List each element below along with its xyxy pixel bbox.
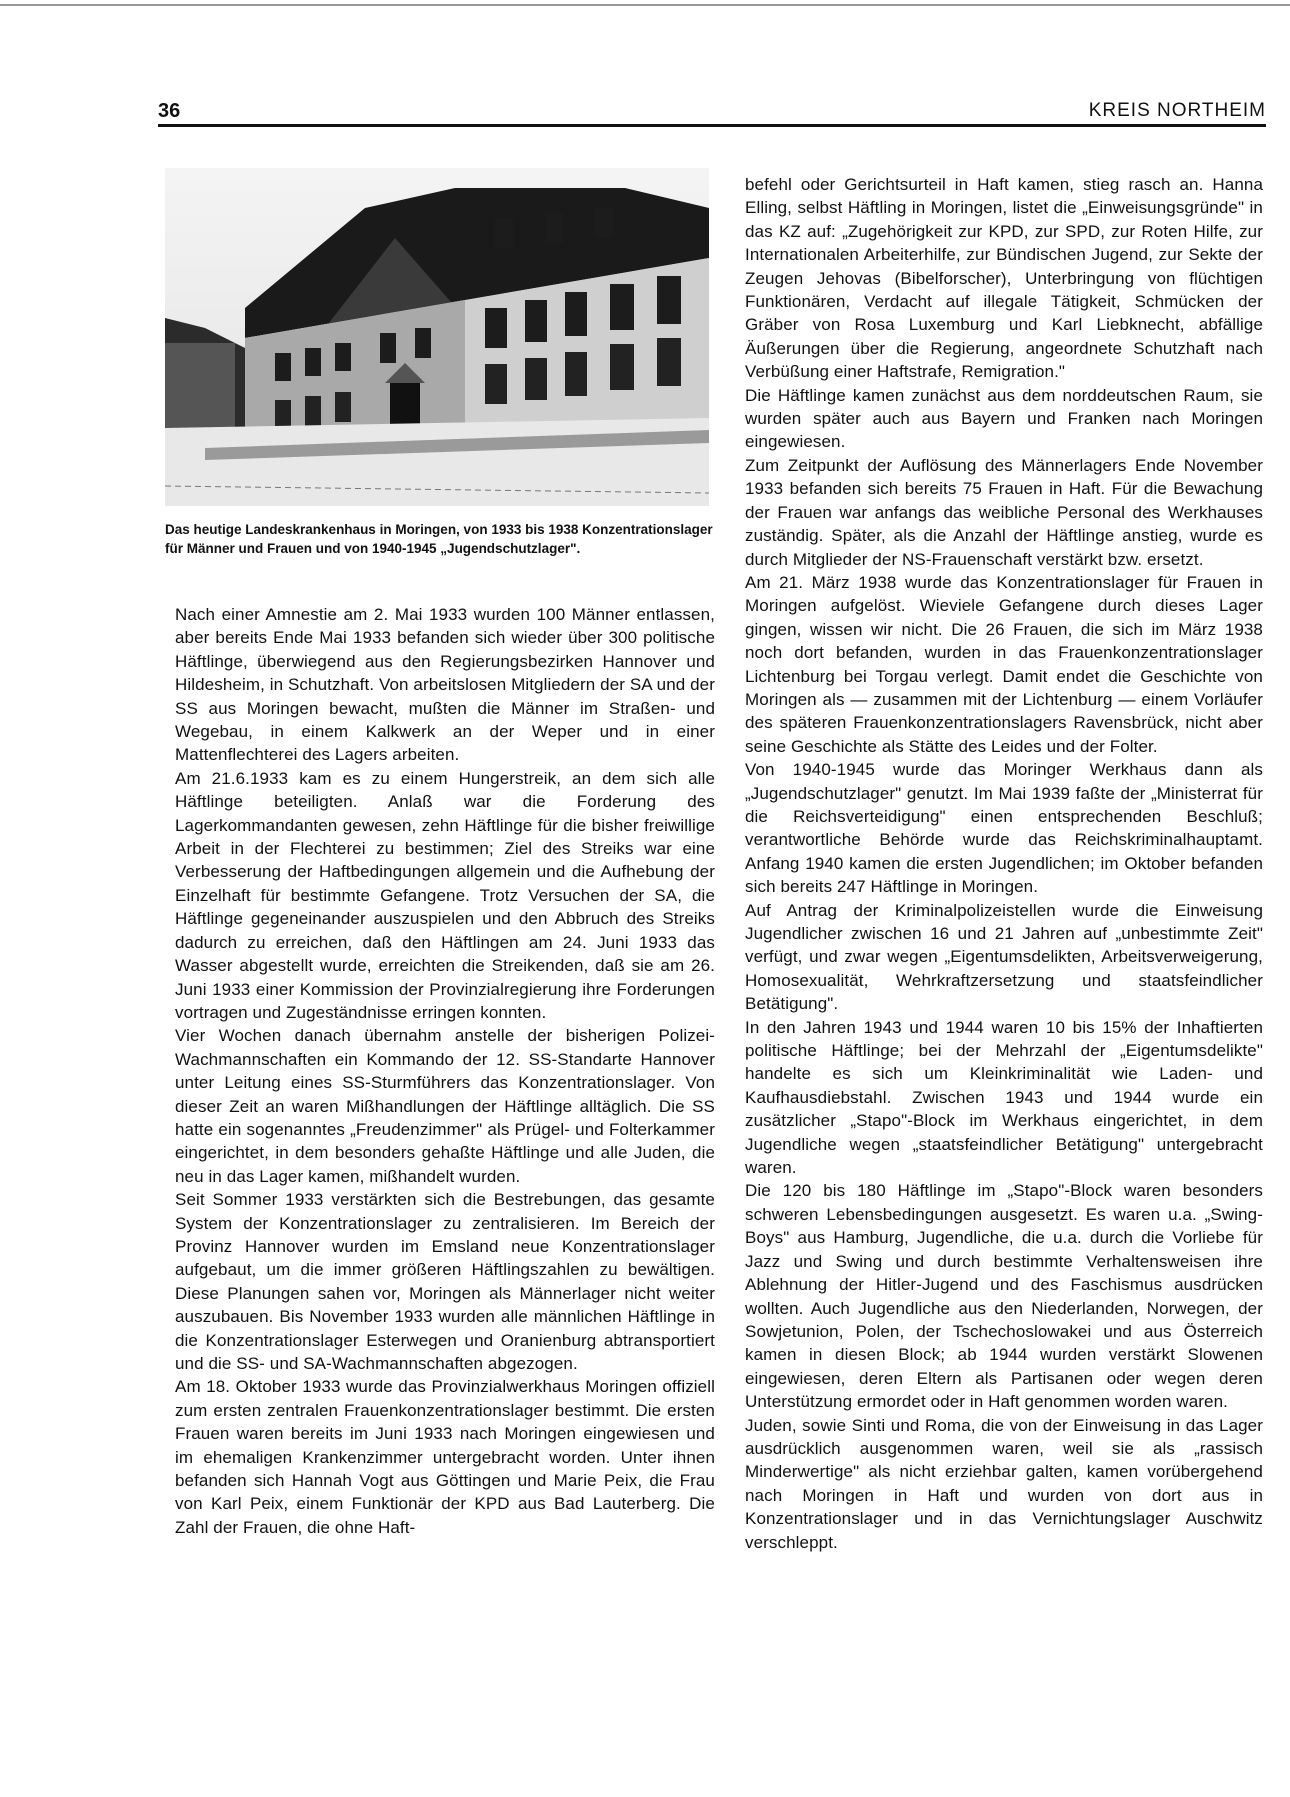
- text-column-right: [745, 173, 1263, 1554]
- paragraph: Auf Antrag der Kriminalpolizeistellen wurde die Einweisung Jugendlicher zwischen 16 und 21 Jahren auf „unbestimmte Zeit" verfügt, und zwar wegen „Eigentumsdelikten, Arbeitsverweigerung, Homosexualität, Wehrkraftzersetzung und staatsfeindlicher Betätigung".: [745, 900, 1263, 1014]
- paragraph: Von 1940-1945 wurde das Moringer Werkhaus dann als „Jugendschutzlager" genutzt. Im Mai 1939 faßte der „Ministerrat für die Reichsverteidigung" einen entsprechenden Beschluß; verantwortliche Behörde wurde das Reichskriminalhauptamt. Anfang 1940 kamen die ersten Jugendlichen; im Oktober befanden sich bereits 247 Häftlinge in Moringen.: [745, 760, 1263, 897]
- building-photo: [165, 168, 709, 506]
- paragraph: Am 18. Oktober 1933 wurde das Provinzialwerkhaus Moringen offiziell zum ersten zentralen Frauenkonzentrationslager bestimmt. Die ersten Frauen waren bereits im Juni 1933 nach Moringen eingewiesen und im ehemaligen Krankenzimmer untergebracht worden. Unter ihnen befanden sich Hannah Vogt aus Göttingen und Marie Peix, die Frau von Karl Peix, einem Funktionär der KPD aus Bad Lauterberg. Die Zahl der Frauen, die ohne Haft-: [175, 1377, 715, 1537]
- paragraph: Zum Zeitpunkt der Auflösung des Männerlagers Ende November 1933 befanden sich bereits 75 Frauen in Haft. Für die Bewachung der Frauen war anfangs das weibliche Personal des Werkhauses zuständig. Später, als die Anzahl der Häftlinge anstieg, wurde es durch Mitglieder der NS-Frauenschaft verstärkt bzw. ersetzt.: [745, 455, 1263, 569]
- figure-caption: [165, 520, 725, 558]
- paragraph: In den Jahren 1943 und 1944 waren 10 bis 15% der Inhaftierten politische Häftlinge; bei der Mehrzahl der „Eigentumsdelikte" handelte es sich um Kleinkriminalität wie Laden- und Kaufhausdiebstahl. Zwischen 1943 und 1944 wurde ein zusätzlicher „Stapo"-Block im Werkhaus eingerichtet, in dem Jugendliche wegen „staatsfeindlicher Betätigung" untergebracht waren.: [745, 1017, 1263, 1178]
- paragraph: Seit Sommer 1933 verstärkten sich die Bestrebungen, das gesamte System der Konzentrationslager zu zentralisieren. Im Bereich der Provinz Hannover wurden im Emsland neue Konzentrationslager aufgebaut, um die immer größeren Häftlingszahlen zu bewältigen. Diese Planungen sahen vor, Moringen als Männerlager nicht weiter auszubauen. Bis November 1933 wurden alle männlichen Häftlinge in die Konzentrationslager Esterwegen und Oranienburg abtransportiert und die SS- und SA-Wachmannschaften abgezogen.: [175, 1190, 715, 1373]
- paragraph: Juden, sowie Sinti und Roma, die von der Einweisung in das Lager ausdrücklich ausgenommen waren, weil sie als „rassisch Minderwertige" als nicht erziehbar galten, kamen vorübergehend nach Moringen in Haft und wurden von dort aus in Konzentrationslager und in das Vernichtungslager Auschwitz verschleppt.: [745, 1415, 1263, 1552]
- paragraph: Am 21. März 1938 wurde das Konzentrationslager für Frauen in Moringen aufgelöst. Wieviele Gefangene durch dieses Lager gingen, wissen wir nicht. Die 26 Frauen, die sich im März 1938 noch dort befanden, wurden in das Frauenkonzentrationslager Lichtenburg bei Torgau verlegt. Damit endet die Geschichte von Moringen als — zusammen mit der Lichtenburg — einem Vorläufer des späteren Frauenkonzentrationslagers Ravensbrück, nicht aber seine Geschichte als Stätte des Leides und der Folter.: [745, 572, 1263, 756]
- text-column-left: [175, 603, 715, 1539]
- paragraph: Die 120 bis 180 Häftlinge im „Stapo"-Block waren besonders schweren Lebensbedingungen ausgesetzt. Es waren u.a. „Swing-Boys" aus Hamburg, Jugendliche, die u.a. durch die Vorliebe für Jazz und Swing und durch bestimmte Verhaltensweisen ihre Ablehnung der Hitler-Jugend und des Faschismus ausdrücken wollten. Auch Jugendliche aus den Niederlanden, Norwegen, der Sowjetunion, Polen, der Tschechoslowakei und aus Österreich kamen in diesen Block; ab 1944 wurden verstärkt Slowenen eingewiesen, deren Eltern als Partisanen oder wegen deren Unterstützung ermordet oder in Haft genommen worden waren.: [745, 1181, 1263, 1412]
- paragraph: befehl oder Gerichtsurteil in Haft kamen, stieg rasch an. Hanna Elling, selbst Häftling in Moringen, listet die „Einweisungsgründe" in das KZ auf: „Zugehörigkeit zur KPD, zur SPD, zur Roten Hilfe, zur Internationalen Arbeiterhilfe, zur Bündischen Jugend, zur Sekte der Zeugen Jehovas (Bibelforscher), Unterbringung von flüchtigen Funktionären, Verdacht auf illegale Tätigkeit, Schmücken der Gräber von Rosa Luxemburg und Karl Liebknecht, abfällige Äußerungen über die Regierung, angeordnete Schutzhaft nach Verbüßung einer Haftstrafe, Remigration.": [745, 175, 1263, 382]
- caption-text: Das heutige Landeskrankenhaus in Moringen, von 1933 bis 1938 Konzentrationslager für Männer und Frauen und von 1940-1945 „Jugendschutzlager".: [165, 522, 713, 556]
- paragraph: Am 21.6.1933 kam es zu einem Hungerstreik, an dem sich alle Häftlinge beteiligten. Anlaß war die Forderung des Lagerkommandanten gewesen, zehn Häftlinge für die bisher freiwillige Arbeit in der Flechterei zu bestimmen; Ziel des Streiks war eine Verbesserung der Haftbedingungen allgemein und die Aufhebung der Einzelhaft für bestimmte Gefangene. Trotz Versuchen der SA, die Häftlinge gegeneinander auszuspielen und den Abbruch des Streiks dadurch zu erreichen, daß den Häftlingen am 24. Juni 1933 das Wasser abgestellt wurde, erreichten die Streikenden, daß sie am 26. Juni 1933 einer Kommission der Provinzialregierung ihre Forderungen vortragen und Zugeständnisse erringen konnten.: [175, 768, 715, 1022]
- scan-top-border: [0, 4, 1290, 6]
- page-number: 36: [158, 100, 181, 122]
- paragraph: Die Häftlinge kamen zunächst aus dem norddeutschen Raum, sie wurden später auch aus Bayern und Franken nach Moringen eingewiesen.: [745, 385, 1263, 452]
- running-head: KREIS NORTHEIM: [1088, 100, 1266, 121]
- header-rule: [158, 124, 1266, 127]
- paragraph: Nach einer Amnestie am 2. Mai 1933 wurden 100 Männer entlassen, aber bereits Ende Mai 1933 befanden sich wieder über 300 politische Häftlinge, überwiegend aus den Regierungsbezirken Hannover und Hildesheim, in Schutzhaft. Von arbeitslosen Mitgliedern der SA und der SS aus Moringen bewacht, mußten die Männer im Straßen- und Wegebau, in einem Kalkwerk an der Weper und in einer Mattenflechterei des Lagers arbeiten.: [175, 605, 715, 765]
- paragraph: Vier Wochen danach übernahm anstelle der bisherigen Polizei-Wachmannschaften ein Kommando der 12. SS-Standarte Hannover unter Leitung eines SS-Sturmführers das Konzentrationslager. Von dieser Zeit an waren Mißhandlungen der Häftlinge alltäglich. Die SS hatte ein sogenanntes „Freudenzimmer" als Prügel- und Folterkammer eingerichtet, in dem besonders gehaßte Häftlinge und alle Juden, die neu in das Lager kamen, mißhandelt wurden.: [175, 1026, 715, 1186]
